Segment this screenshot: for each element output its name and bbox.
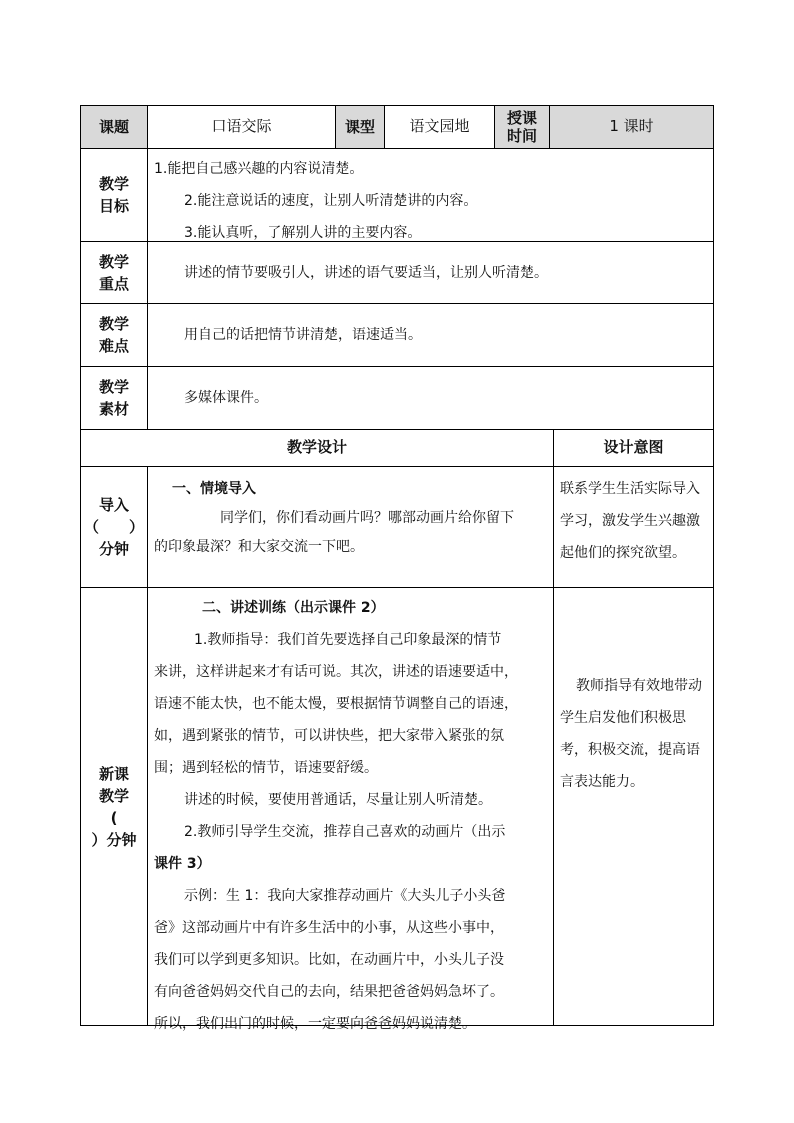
type-label: 课型: [336, 106, 385, 148]
materials-text: 多媒体课件。: [184, 390, 268, 406]
goals-label: 教学目标: [81, 149, 148, 241]
difficulties-label: 教学难点: [81, 304, 148, 366]
new-lesson-line: 围；遇到轻松的情节，语速要舒缓。: [154, 760, 378, 776]
intro-label: [81, 467, 148, 587]
lesson-plan-table: [80, 105, 714, 1032]
materials-row: [81, 367, 713, 430]
new-lesson-line: 示例：生 1：我向大家推荐动画片《大头儿子小头爸: [184, 888, 506, 904]
intro-text: 同学们，你们看动画片吗？哪部动画片给你留下: [220, 510, 514, 526]
intro-intent: 联系学生生活实际导入学习，激发学生兴趣激起他们的探究欲望。: [560, 481, 700, 561]
new-lesson-line: 1.教师指导：我们首先要选择自己印象最深的情节: [194, 632, 502, 648]
new-lesson-label-2: 教学: [98, 786, 129, 805]
new-lesson-line: 来讲，这样讲起来才有话可说。其次，讲述的语速要适中，: [154, 664, 518, 680]
new-lesson-line: 爸》这部动画片中有许多生活中的小事，从这些小事中，: [154, 920, 504, 936]
goals-row: [81, 149, 713, 242]
new-lesson-line: 2.教师引导学生交流，推荐自己喜欢的动画片（出示: [184, 824, 506, 840]
new-lesson-content: [148, 588, 554, 1032]
header-row: [81, 106, 713, 149]
new-lesson-line: 所以，我们出门的时候，一定要向爸爸妈妈说清楚。: [154, 1016, 476, 1032]
new-lesson-line: 讲述的时候，要使用普通话，尽量让别人听清楚。: [184, 792, 492, 808]
intro-label-top: 导入: [98, 496, 129, 514]
intro-text: 的印象最深？和大家交流一下吧。: [154, 539, 364, 555]
new-lesson-line: 课件 3）: [154, 856, 211, 872]
new-lesson-heading: 二、讲述训练（出示课件 2）: [202, 600, 385, 616]
new-lesson-label: [81, 588, 148, 1025]
new-lesson-intent: 教师指导有效地带动学生启发他们积极思考，积极交流，提高语言表达能力。: [560, 678, 702, 790]
goal-item: 2.能注意说话的速度，让别人听清楚讲的内容。: [184, 193, 478, 209]
hours-label: 授课时间: [495, 106, 550, 148]
new-lesson-row: [81, 588, 713, 1032]
topic-value: 口语交际: [148, 106, 336, 148]
intro-heading: 一、情境导入: [172, 481, 256, 497]
key-points-row: [81, 242, 713, 304]
design-header-row: [81, 430, 713, 467]
intent-heading: 设计意图: [603, 438, 664, 457]
new-lesson-line: 有向爸爸妈妈交代自己的去向，结果把爸爸妈妈急坏了。: [154, 984, 504, 1000]
design-heading: 教学设计: [81, 430, 554, 466]
intro-label-bottom: 分钟: [98, 540, 129, 558]
new-lesson-line: 我们可以学到更多知识。比如，在动画片中，小头儿子没: [154, 952, 504, 968]
type-value: 语文园地: [385, 106, 495, 148]
materials-label: 教学素材: [81, 367, 148, 429]
key-points-text: 讲述的情节要吸引人，讲述的语气要适当，让别人听清楚。: [184, 264, 548, 281]
difficulties-text: 用自己的话把情节讲清楚，语速适当。: [184, 327, 422, 343]
topic-label: 课题: [81, 106, 148, 148]
goal-item: 1.能把自己感兴趣的内容说清楚。: [154, 161, 364, 177]
new-lesson-line: 语速不能太快，也不能太慢，要根据情节调整自己的语速，: [154, 696, 518, 712]
intro-label-paren: （ ）: [83, 518, 144, 536]
difficulties-row: [81, 304, 713, 367]
key-points-label: 教学重点: [81, 242, 148, 303]
new-lesson-line: 如，遇到紧张的情节，可以讲快些，把大家带入紧张的氛: [154, 728, 504, 744]
new-lesson-label-4: ）分钟: [91, 830, 137, 849]
new-lesson-label-3: (: [110, 808, 118, 827]
intro-content: [148, 467, 554, 587]
intro-row: [81, 467, 713, 588]
new-lesson-label-1: 新课: [98, 764, 129, 783]
goals-content: [148, 149, 713, 241]
hours-value: 1 课时: [550, 106, 713, 148]
goal-item: 3.能认真听，了解别人讲的主要内容。: [184, 225, 422, 241]
